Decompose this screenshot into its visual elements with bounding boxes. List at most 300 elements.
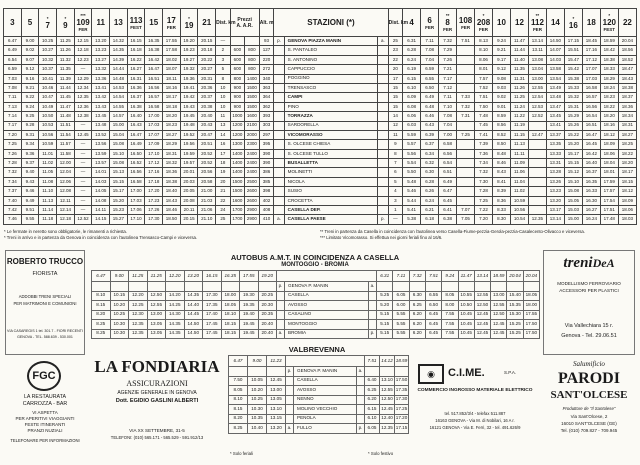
right-train-number: 4 bbox=[409, 18, 414, 27]
return-time bbox=[528, 168, 546, 177]
distance-km: 10 bbox=[216, 93, 231, 102]
trenidea-address: Via Vallechiara 15 r. bbox=[564, 323, 614, 329]
return-time: 11.40 bbox=[510, 55, 528, 64]
price-single: 900 bbox=[230, 102, 245, 111]
bus-outbound-time: 18.00 bbox=[221, 291, 240, 301]
right-train-header bbox=[439, 9, 457, 37]
cime-line2: 16163 GENOVA - Via M. di Nobilari, 16 A r. bbox=[435, 418, 515, 423]
return-time: 9.12 bbox=[493, 65, 511, 74]
return-time: 7.32 bbox=[475, 168, 493, 177]
return-time: 6.46 bbox=[421, 112, 439, 121]
right-train-number: 208 bbox=[476, 18, 491, 27]
return-time: 18.38 bbox=[600, 55, 618, 64]
distance-km: 18 bbox=[216, 159, 231, 168]
valbrevenna-arrival-marker bbox=[357, 395, 365, 405]
departure-time: 14.53 bbox=[110, 83, 128, 92]
departure-time: 13.36 bbox=[92, 74, 110, 83]
departure-time: — bbox=[74, 149, 92, 158]
return-time: 11.19 bbox=[510, 121, 528, 130]
right-train-header bbox=[421, 9, 439, 37]
return-time: 13.41 bbox=[546, 121, 564, 130]
price-single: 1200 bbox=[230, 130, 245, 139]
station-name: SUSIO bbox=[284, 187, 378, 196]
railway-timetable bbox=[3, 8, 637, 225]
return-time: 6.48 bbox=[421, 102, 439, 111]
departure-time: 11.35 bbox=[57, 65, 75, 74]
right-train-number: 108 bbox=[458, 15, 473, 25]
timetable-row bbox=[4, 168, 637, 177]
altitude: 386 bbox=[259, 168, 274, 177]
bus-return-time: 12.45 bbox=[474, 329, 490, 339]
bus-header-spacer bbox=[277, 271, 377, 282]
price-single: 1500 bbox=[230, 177, 245, 186]
return-time bbox=[457, 168, 475, 177]
return-time: 16.47 bbox=[582, 130, 600, 139]
bus-subtitle: MONTOGGIO - BROMIA bbox=[281, 262, 349, 268]
departure-time: 18.20 bbox=[163, 112, 181, 121]
return-time: 6.49 bbox=[421, 93, 439, 102]
return-time: 18.23 bbox=[600, 93, 618, 102]
left-train-days: FEST bbox=[130, 24, 142, 30]
valbrevenna-return-time: 6.20 bbox=[365, 395, 380, 405]
departure-time: 11.51 bbox=[57, 121, 75, 130]
departure-marker bbox=[274, 159, 284, 168]
return-time: 18.09 bbox=[618, 196, 636, 205]
bus-return-time: 6.45 bbox=[425, 320, 441, 330]
bus-header-row bbox=[92, 271, 540, 282]
departure-time: 12.00 bbox=[57, 159, 75, 168]
bus-return-time bbox=[491, 282, 507, 292]
return-time: 11.31 bbox=[510, 74, 528, 83]
departure-time: 10.37 bbox=[39, 65, 57, 74]
trenidea-line2: ACCESSORI PER PLASTICI bbox=[559, 288, 619, 293]
station-name: POGGINO bbox=[284, 74, 378, 83]
bus-return-time: 10.45 bbox=[458, 329, 474, 339]
departure-time: 19.48 bbox=[180, 121, 198, 130]
departure-marker bbox=[274, 206, 284, 215]
bus-outbound-time: 19.45 bbox=[240, 329, 259, 339]
ad-treni-dea bbox=[543, 250, 635, 355]
return-time: 15.42 bbox=[564, 65, 582, 74]
return-time: 11.15 bbox=[510, 130, 528, 139]
bus-outbound-time: 13.05 bbox=[147, 320, 166, 330]
left-train-header bbox=[145, 9, 163, 37]
return-time: 7.51 bbox=[457, 37, 475, 46]
distance-km: 24 bbox=[216, 206, 231, 215]
ad-parodi bbox=[542, 358, 636, 458]
return-time: 7.28 bbox=[475, 187, 493, 196]
bus-outbound-time: 6.47 bbox=[92, 271, 111, 282]
valbrevenna-return-time bbox=[380, 367, 395, 377]
return-time: 7.08 bbox=[439, 112, 457, 121]
bus-outbound-time: 20.30 bbox=[258, 301, 277, 311]
left-train-header bbox=[57, 9, 75, 37]
bus-return-time: 10.45 bbox=[458, 310, 474, 320]
departure-time: 7.25 bbox=[4, 140, 22, 149]
carrozza-line4: PRANZI NUZIALI bbox=[27, 428, 63, 433]
price-return: 2900 bbox=[245, 215, 260, 224]
return-time: 15.08 bbox=[564, 187, 582, 196]
return-time: 9.17 bbox=[493, 55, 511, 64]
return-time: 18.29 bbox=[600, 74, 618, 83]
departure-time: 11.39 bbox=[57, 74, 75, 83]
departure-time: 20.18 bbox=[198, 46, 216, 55]
return-time: 7.11 bbox=[439, 93, 457, 102]
departure-time: 17.06 bbox=[127, 206, 145, 215]
distance-km: 20 bbox=[216, 177, 231, 186]
valbrevenna-return-time bbox=[395, 367, 409, 377]
price-return: 2000 bbox=[245, 130, 260, 139]
return-time bbox=[528, 196, 546, 205]
altitude: 340 bbox=[259, 74, 274, 83]
return-time: 17.15 bbox=[564, 37, 582, 46]
price-return: 2900 bbox=[245, 206, 260, 215]
return-time: 7.05 bbox=[457, 215, 475, 224]
return-time: 11.09 bbox=[510, 159, 528, 168]
return-time: 20.04 bbox=[618, 37, 636, 46]
valbrevenna-departure-marker: p. bbox=[286, 367, 294, 377]
departure-time: 14.32 bbox=[110, 37, 128, 46]
bus-return-time: 6.20 bbox=[409, 320, 425, 330]
valbrevenna-outbound-time: 12.45 bbox=[267, 376, 286, 386]
bus-outbound-time: 10.30 bbox=[110, 329, 129, 339]
return-time: 18.27 bbox=[618, 130, 636, 139]
return-time: 5.44 bbox=[403, 196, 421, 205]
departure-time: 18.38 bbox=[163, 177, 181, 186]
departure-time: 7.40 bbox=[4, 196, 22, 205]
right-distance-km: 15 bbox=[388, 83, 403, 92]
valbrevenna-return-time: 17.50 bbox=[395, 376, 409, 386]
return-time: 17.03 bbox=[582, 74, 600, 83]
return-time: 7.45 bbox=[475, 121, 493, 130]
return-time: 18.34 bbox=[618, 112, 636, 121]
bus-title: AUTOBUS A.M.T. IN COINCIDENZA A CASELLA bbox=[230, 253, 400, 262]
departure-time: 17.55 bbox=[163, 37, 181, 46]
valbrevenna-stop-name: CASELLA bbox=[294, 376, 357, 386]
departure-time: 11.18 bbox=[39, 215, 57, 224]
departure-time: 20.27 bbox=[198, 65, 216, 74]
return-time: 13.58 bbox=[546, 65, 564, 74]
bus-departure-marker: p. bbox=[277, 282, 285, 292]
carrozza-line1: VI ASPETTA bbox=[32, 410, 58, 415]
distance-km: 25 bbox=[216, 215, 231, 224]
departure-time: 20.52 bbox=[198, 159, 216, 168]
departure-marker bbox=[274, 130, 284, 139]
bus-arrival-marker bbox=[369, 291, 377, 301]
timetable-row bbox=[4, 121, 637, 130]
return-time: 6.56 bbox=[439, 149, 457, 158]
departure-time: 19.52 bbox=[180, 130, 198, 139]
return-time: 17.57 bbox=[600, 187, 618, 196]
return-time: 6.09 bbox=[403, 93, 421, 102]
bus-return-time: 18.59 bbox=[491, 271, 507, 282]
bus-outbound-time: 10.20 bbox=[110, 301, 129, 311]
distance-header-label: Dist. km bbox=[216, 19, 236, 26]
return-time: 7.20 bbox=[475, 215, 493, 224]
valbrevenna-outbound-time: 13.10 bbox=[267, 405, 286, 415]
right-train-number: 18 bbox=[586, 18, 596, 27]
departure-time: 19.57 bbox=[180, 159, 198, 168]
right-train-header bbox=[457, 9, 475, 37]
right-train-header bbox=[528, 9, 546, 37]
departure-time: 13.32 bbox=[92, 65, 110, 74]
return-time: 11.24 bbox=[510, 102, 528, 111]
footnote-2: * Treni in arrivo e in partenza da Genova in coincidenza con l'autolinea Trensasco-Campi e viceversa. bbox=[4, 235, 198, 240]
price-return: 2100 bbox=[245, 121, 260, 130]
cime-logo-icon: ◉ bbox=[418, 364, 444, 384]
bus-return-time: 5.25 bbox=[377, 291, 393, 301]
departure-time: 20.08 bbox=[180, 196, 198, 205]
timetable-row bbox=[4, 149, 637, 158]
bus-return-time bbox=[393, 282, 409, 292]
return-time bbox=[457, 149, 475, 158]
bus-outbound-time: 17.45 bbox=[203, 320, 222, 330]
left-train-header bbox=[127, 9, 145, 37]
distance-km: 17 bbox=[216, 149, 231, 158]
right-distance-km: 9 bbox=[388, 140, 403, 149]
cime-line3: 16121 GENOVA - Via E. Ferri, 32 - tel. 491.626/9 bbox=[429, 425, 521, 430]
bus-return-time bbox=[507, 282, 523, 292]
bus-return-time: 9.24 bbox=[442, 271, 458, 282]
departure-marker bbox=[274, 168, 284, 177]
stations-header-label: STAZIONI (*) bbox=[307, 18, 355, 27]
right-train-number: 14 bbox=[550, 18, 560, 27]
return-time: 6.15 bbox=[403, 74, 421, 83]
return-time: 7.50 bbox=[475, 102, 493, 111]
bus-return-time: 5.15 bbox=[377, 329, 393, 339]
bus-return-time: 13.00 bbox=[491, 291, 507, 301]
bus-return-time: 11.47 bbox=[458, 271, 474, 282]
bus-return-time bbox=[425, 282, 441, 292]
bus-outbound-time: 14.30 bbox=[166, 310, 185, 320]
departure-time: 9.12 bbox=[21, 65, 39, 74]
bus-departure-marker bbox=[277, 310, 285, 320]
bus-return-time: 10.50 bbox=[458, 301, 474, 311]
return-time: 7.36 bbox=[475, 149, 493, 158]
bus-return-time: 12.45 bbox=[491, 320, 507, 330]
bus-outbound-time: 13.20 bbox=[184, 271, 203, 282]
left-train-header bbox=[21, 9, 39, 37]
return-time bbox=[457, 196, 475, 205]
left-train-header bbox=[198, 9, 216, 37]
departure-time: 7.20 bbox=[4, 130, 22, 139]
return-time bbox=[457, 159, 475, 168]
return-time: 8.52 bbox=[493, 130, 511, 139]
bus-row bbox=[92, 282, 540, 292]
right-train-number: 112 bbox=[530, 18, 544, 27]
bus-return-time: 18.00 bbox=[523, 301, 539, 311]
return-time: 18.22 bbox=[618, 149, 636, 158]
return-time: 17.51 bbox=[600, 206, 618, 215]
departure-time: 10.32 bbox=[39, 55, 57, 64]
return-time: 16.45 bbox=[582, 140, 600, 149]
departure-time: 15.00 bbox=[110, 121, 128, 130]
ad-la-fondiaria bbox=[90, 355, 224, 460]
departure-time: 17.26 bbox=[145, 206, 163, 215]
bus-return-time: 20.04 bbox=[523, 271, 539, 282]
bus-return-time: 12.55 bbox=[474, 291, 490, 301]
valbrevenna-row bbox=[229, 395, 409, 405]
left-train-number: 7 bbox=[45, 20, 50, 30]
departure-time: 6.54 bbox=[4, 55, 22, 64]
right-distance-km: 25 bbox=[388, 37, 403, 46]
departure-time: 12.14 bbox=[57, 206, 75, 215]
bus-outbound-time: 8.15 bbox=[92, 301, 111, 311]
bus-outbound-time: 10.15 bbox=[110, 291, 129, 301]
return-time: 7.57 bbox=[475, 74, 493, 83]
return-time: 6.08 bbox=[403, 102, 421, 111]
bus-outbound-time: 17.45 bbox=[203, 329, 222, 339]
return-time bbox=[457, 55, 475, 64]
return-time: 16.42 bbox=[582, 149, 600, 158]
price-single: 900 bbox=[230, 83, 245, 92]
arrival-marker bbox=[378, 121, 388, 130]
bus-return-time: 6.05 bbox=[393, 291, 409, 301]
valbrevenna-arrival-marker bbox=[357, 386, 365, 396]
right-train-number: 22 bbox=[622, 18, 632, 27]
return-time: 18.31 bbox=[618, 121, 636, 130]
return-time bbox=[457, 121, 475, 130]
departure-time: 12.11 bbox=[57, 196, 75, 205]
price-single: 900 bbox=[230, 93, 245, 102]
timetable-row bbox=[4, 130, 637, 139]
return-time: 13.14 bbox=[528, 37, 546, 46]
return-time: 16.58 bbox=[582, 83, 600, 92]
return-time: 5.50 bbox=[403, 168, 421, 177]
bus-return-time: 5.15 bbox=[377, 320, 393, 330]
right-distance-km: — bbox=[388, 215, 403, 224]
return-time bbox=[528, 121, 546, 130]
distance-km: 22 bbox=[216, 196, 231, 205]
return-time bbox=[457, 177, 475, 186]
right-train-marker: * bbox=[608, 13, 611, 18]
price-return: 2400 bbox=[245, 159, 260, 168]
return-time: 8.46 bbox=[493, 159, 511, 168]
bus-return-time: 15.30 bbox=[507, 310, 523, 320]
bus-outbound-time: 18.15 bbox=[221, 329, 240, 339]
return-time: 8.01 bbox=[475, 65, 493, 74]
return-time: 18.22 bbox=[600, 102, 618, 111]
right-train-days: FER bbox=[479, 27, 489, 32]
return-time: 14.07 bbox=[546, 46, 564, 55]
departure-time: 20.31 bbox=[198, 74, 216, 83]
bus-return-time: 7.55 bbox=[442, 310, 458, 320]
departure-time: 20.22 bbox=[198, 55, 216, 64]
departure-time: 17.23 bbox=[145, 196, 163, 205]
right-distance-km: 15 bbox=[388, 102, 403, 111]
departure-time: — bbox=[74, 196, 92, 205]
return-time: 11.02 bbox=[510, 187, 528, 196]
valbrevenna-note-right: * Solo festivo bbox=[368, 451, 394, 456]
departure-time: 16.58 bbox=[127, 177, 145, 186]
valbrevenna-row bbox=[229, 405, 409, 415]
departure-time: 15.04 bbox=[110, 130, 128, 139]
bus-arrival-marker: a. bbox=[369, 282, 377, 292]
valbrevenna-return-time: 12.40 bbox=[380, 414, 395, 424]
return-time bbox=[457, 46, 475, 55]
valbrevenna-stop-name: AVOSSO bbox=[294, 386, 357, 396]
price-return: 1500 bbox=[245, 102, 260, 111]
valbrevenna-stop-name: GENOVA P. MANIN bbox=[294, 367, 357, 377]
return-time: 8.48 bbox=[493, 149, 511, 158]
return-time: 6.43 bbox=[421, 121, 439, 130]
departure-time: 13.45 bbox=[92, 112, 110, 121]
altitude: 363 bbox=[259, 83, 274, 92]
return-time: 18.56 bbox=[618, 46, 636, 55]
return-time: 6.26 bbox=[421, 187, 439, 196]
right-distance-km: 8 bbox=[388, 149, 403, 158]
departure-time: 10.50 bbox=[39, 112, 57, 121]
departure-time: — bbox=[74, 140, 92, 149]
return-time: 15.51 bbox=[564, 46, 582, 55]
bus-outbound-time: 13.00 bbox=[147, 310, 166, 320]
right-train-header bbox=[546, 9, 564, 37]
left-train-marker: * bbox=[46, 15, 49, 21]
departure-time: — bbox=[74, 206, 92, 215]
departure-time: 19.45 bbox=[180, 112, 198, 121]
return-time: 7.41 bbox=[475, 130, 493, 139]
arrival-marker bbox=[378, 159, 388, 168]
return-time: 11.22 bbox=[510, 112, 528, 121]
departure-time: 20.40 bbox=[198, 112, 216, 121]
trucco-line1: ADDOBBI TRENI SPECIALI bbox=[18, 294, 72, 299]
station-name: BUSALLETTA bbox=[284, 159, 378, 168]
bus-outbound-time bbox=[110, 282, 129, 292]
bus-timetable bbox=[91, 270, 540, 339]
return-time: 13.11 bbox=[528, 46, 546, 55]
valbrevenna-return-time: 17.25 bbox=[395, 405, 409, 415]
departure-time: 11.26 bbox=[57, 46, 75, 55]
return-time: 7.29 bbox=[439, 46, 457, 55]
departure-time: 15.17 bbox=[110, 187, 128, 196]
departure-time: 18.27 bbox=[163, 130, 181, 139]
departure-marker bbox=[274, 74, 284, 83]
departure-time: 11.47 bbox=[57, 102, 75, 111]
valbrevenna-arrival-marker: a. bbox=[357, 367, 365, 377]
fondiaria-phones: TELEFONI: (010) 565.171 - 565.529 - 591.912/13 bbox=[110, 435, 204, 440]
departure-marker: a. bbox=[274, 215, 284, 224]
bus-outbound-time bbox=[184, 282, 203, 292]
return-time: 8.30 bbox=[493, 215, 511, 224]
departure-time: 16.49 bbox=[127, 140, 145, 149]
bus-return-time: 6.45 bbox=[425, 329, 441, 339]
departure-marker bbox=[274, 46, 284, 55]
station-name: CASELLA DEP. bbox=[284, 206, 378, 215]
bus-outbound-time: 17.30 bbox=[203, 291, 222, 301]
return-time: 9.24 bbox=[493, 37, 511, 46]
departure-time: 11.02 bbox=[39, 159, 57, 168]
price-return: 2500 bbox=[245, 177, 260, 186]
station-name: VICOMORASSO bbox=[284, 130, 378, 139]
return-time: 15.15 bbox=[564, 159, 582, 168]
valbrevenna-return-time bbox=[365, 367, 380, 377]
right-train-days: FEST bbox=[603, 27, 616, 32]
return-time: 18.06 bbox=[618, 206, 636, 215]
return-time: 11.13 bbox=[510, 140, 528, 149]
return-time: 13.31 bbox=[546, 159, 564, 168]
return-time: 5.41 bbox=[403, 206, 421, 215]
departure-time: 18.46 bbox=[163, 206, 181, 215]
return-time: 18.04 bbox=[600, 159, 618, 168]
valbrevenna-outbound-time: 13.05 bbox=[267, 395, 286, 405]
valbrevenna-departure-marker bbox=[286, 386, 294, 396]
return-time: 17.59 bbox=[600, 177, 618, 186]
departure-time: 12.06 bbox=[57, 177, 75, 186]
ad-roberto-trucco bbox=[5, 250, 85, 355]
bus-return-time: 6.31 bbox=[377, 271, 393, 282]
left-train-number: 13 bbox=[113, 18, 123, 27]
departure-time: 12.36 bbox=[74, 102, 92, 111]
